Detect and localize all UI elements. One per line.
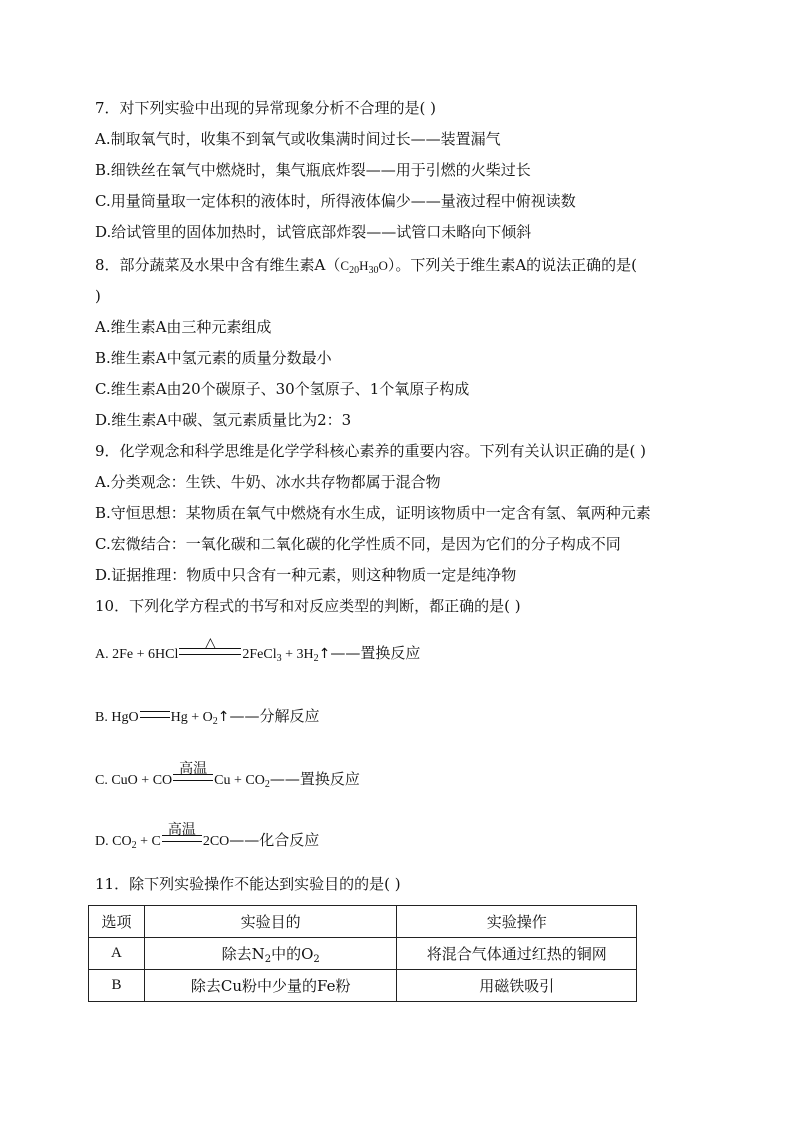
header-option: 选项 [89,906,145,938]
q8-option-c: C.维生素A由20个碳原子、30个氢原子、1个氧原子构成 [95,380,470,398]
purpose-text: 中的O [271,945,314,963]
formula-c-sub: 20 [349,265,360,276]
subscript: 2 [313,653,319,664]
header-purpose: 实验目的 [144,906,397,938]
formula-h: H [359,258,369,273]
subscript: 2 [264,779,270,790]
option-label: A. [95,647,109,662]
subscript: 2 [264,954,272,965]
table-row [89,938,637,970]
products: Cu + CO [214,773,265,788]
high-temperature-label: 高温 [179,761,208,777]
q9-stem: 9．化学观念和科学思维是化学学科核心素养的重要内容。下列有关认识正确的是( ) [95,442,647,460]
subscript: 3 [276,653,282,664]
reactant-2: + C [136,834,161,849]
reaction-type: ——置换反应 [330,644,421,662]
q9-option-a: A.分类观念：生铁、牛奶、冰水共存物都属于混合物 [95,473,441,491]
q8-option-a: A.维生素A由三种元素组成 [95,318,272,336]
q10-option-b [95,705,319,726]
q10-option-a [95,635,421,664]
products: Hg + O [170,710,213,725]
formula-h-sub: 30 [368,265,379,276]
purpose-text: 除去N [221,945,265,963]
reaction-condition [173,761,213,789]
formula-o: O [378,258,388,273]
reaction-condition [179,635,241,663]
q8-stem-close: ) [95,287,101,305]
q8-stem-pre: 8．部分蔬菜及水果中含有维生素A（ [95,256,341,274]
q7-option-d: D.给试管里的固体加热时，试管底部炸裂——试管口未略向下倾斜 [95,223,532,241]
reactant-1: CO [112,834,132,849]
option-label: C. [95,773,108,788]
heat-triangle-icon: △ [204,635,216,651]
option-label: D. [95,834,109,849]
q9-option-d: D.证据推理：物质中只含有一种元素，则这种物质一定是纯净物 [95,566,517,584]
subscript: 2 [313,954,320,965]
q8-stem-post: ）。下列关于维生素A的说法正确的是( [387,256,638,274]
q9-option-b: B.守恒思想：某物质在氧气中燃烧有水生成，证明该物质中一定含有氢、氧两种元素 [95,504,651,522]
q7-option-a: A.制取氧气时，收集不到氧气或收集满时间过长——装置漏气 [95,130,501,148]
reaction-type: ——分解反应 [229,707,320,725]
row-option: A [89,938,145,970]
header-operation: 实验操作 [397,906,637,938]
row-operation: 用磁铁吸引 [397,970,637,1002]
table-header-row [89,906,637,938]
reaction-condition [162,822,202,850]
q8-stem [95,254,637,277]
q8-option-d: D.维生素A中碳、氢元素质量比为2：3 [95,411,352,429]
subscript: 2 [131,840,137,851]
product-2: + 3H [281,647,314,662]
high-temperature-label: 高温 [167,822,196,838]
q8-option-b: B.维生素A中氢元素的质量分数最小 [95,349,332,367]
q7-option-b: B.细铁丝在氧气中燃烧时，集气瓶底炸裂——用于引燃的火柴过长 [95,161,531,179]
row-operation: 将混合气体通过红热的铜网 [397,938,637,970]
gas-arrow-icon: ↑ [217,709,230,725]
formula-c: C [340,258,350,273]
reaction-condition [140,710,170,726]
reaction-type: ——置换反应 [269,770,360,788]
reactants: HgO [111,710,139,725]
subscript: 2 [212,716,218,727]
q7-option-c: C.用量筒量取一定体积的液体时，所得液体偏少——量液过程中俯视读数 [95,192,576,210]
row-option: B [89,970,145,1002]
q10-option-d [95,822,320,851]
gas-arrow-icon: ↑ [318,646,331,662]
q11-stem: 11．除下列实验操作不能达到实验目的的是( ) [95,875,401,893]
product-1: 2FeCl [242,647,277,662]
option-label: B. [95,710,108,725]
row-purpose: 除去Cu粉中少量的Fe粉 [144,970,397,1002]
q10-option-c [95,761,360,790]
product: 2CO [202,834,230,849]
reactants: 2Fe + 6HCl [112,647,179,662]
q11-options-table [88,905,637,1002]
q10-stem: 10．下列化学方程式的书写和对反应类型的判断，都正确的是( ) [95,597,521,615]
q7-stem: 7．对下列实验中出现的异常现象分析不合理的是( ) [95,99,437,117]
q9-option-c: C.宏微结合：一氧化碳和二氧化碳的化学性质不同，是因为它们的分子构成不同 [95,535,621,553]
row-purpose [144,938,397,970]
q8-vitamin-formula [340,258,388,276]
reaction-type: ——化合反应 [229,831,320,849]
reactants: CuO + CO [111,773,173,788]
table-row [89,970,637,1002]
